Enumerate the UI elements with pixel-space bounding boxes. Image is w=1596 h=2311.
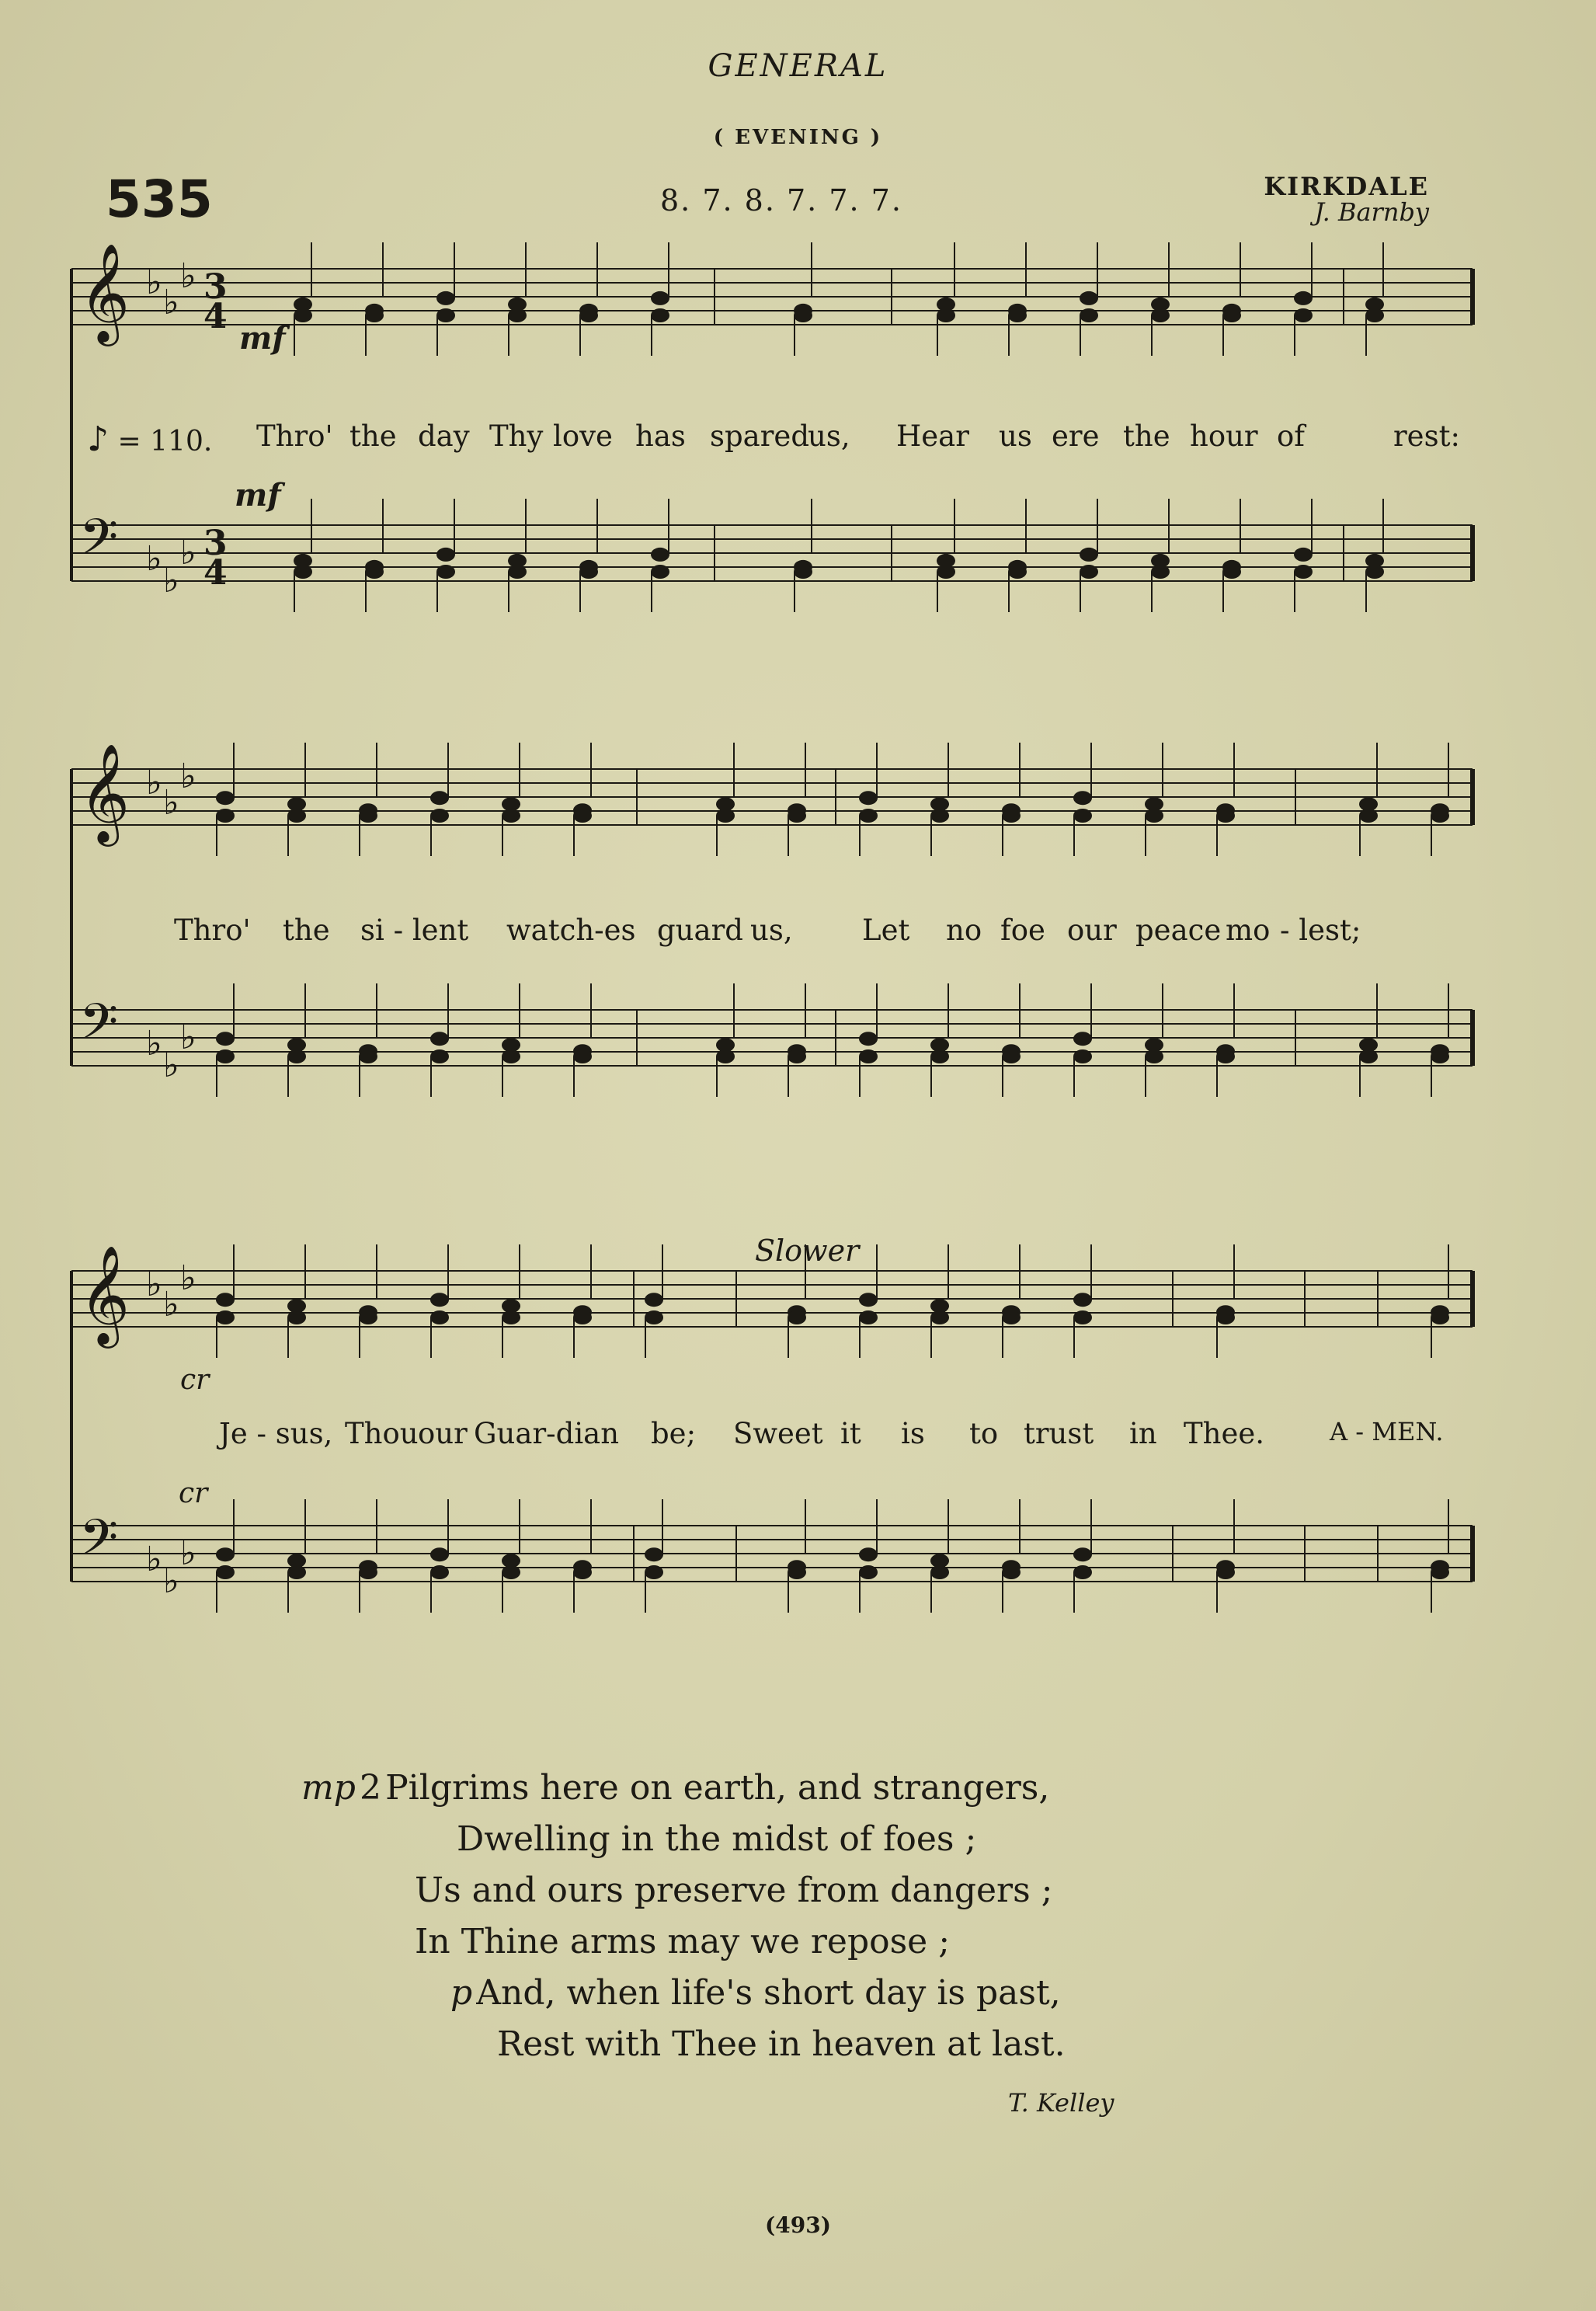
note-head xyxy=(508,308,527,322)
note-head xyxy=(294,308,312,322)
note-head xyxy=(859,1310,878,1324)
lyric-word: peace xyxy=(1135,914,1222,947)
note-head xyxy=(216,1565,235,1579)
note-head xyxy=(287,1049,306,1063)
note-head xyxy=(1073,809,1092,823)
note-head xyxy=(359,809,377,823)
lyric-word: it xyxy=(840,1417,861,1450)
lyric-word: rest: xyxy=(1393,419,1460,453)
note-head xyxy=(430,1565,449,1579)
note-head xyxy=(365,565,384,579)
note-head xyxy=(216,1310,235,1324)
lyric-word: day xyxy=(418,419,470,453)
note-head xyxy=(859,1049,878,1063)
lyric-word: Thro' xyxy=(174,914,251,947)
lyric-word: hour xyxy=(1190,419,1258,453)
flat-sign-icon: ♭ xyxy=(180,533,196,573)
note-head xyxy=(930,809,949,823)
verse-2-line-1 xyxy=(301,1768,1049,1808)
note-head xyxy=(502,1565,520,1579)
note-head xyxy=(430,1049,449,1063)
note-head xyxy=(430,1310,449,1324)
note-head xyxy=(788,1565,806,1579)
note-head xyxy=(436,308,455,322)
lyric-word: be; xyxy=(651,1417,697,1450)
note-head xyxy=(1145,1049,1163,1063)
note-head xyxy=(359,1310,377,1324)
lyric-word: us, xyxy=(750,914,793,947)
note-head xyxy=(436,565,455,579)
note-head xyxy=(794,565,812,579)
note-head xyxy=(294,565,312,579)
lyric-word: us xyxy=(999,419,1032,453)
lyric-word: the xyxy=(283,914,330,947)
note-head xyxy=(1431,809,1449,823)
lyric-word: Let xyxy=(862,914,910,947)
note-head xyxy=(1073,1565,1092,1579)
note-head xyxy=(645,1565,663,1579)
note-head xyxy=(430,791,449,805)
note-head xyxy=(1002,809,1021,823)
note-head xyxy=(788,1310,806,1324)
flat-sign-icon: ♭ xyxy=(180,1533,196,1573)
flat-sign-icon: ♭ xyxy=(146,763,162,802)
note-head xyxy=(1431,1565,1449,1579)
lyric-word: the xyxy=(349,419,397,453)
note-head xyxy=(651,308,669,322)
note-head xyxy=(502,809,520,823)
note-head xyxy=(1145,809,1163,823)
flat-sign-icon: ♭ xyxy=(163,1046,179,1085)
note-head xyxy=(436,548,455,562)
note-head xyxy=(430,1547,449,1561)
note-head xyxy=(502,1310,520,1324)
verse-text: Pilgrims here on earth, and strangers, xyxy=(385,1768,1050,1808)
lyric-word: us, xyxy=(808,419,850,453)
note-head xyxy=(1073,1293,1092,1307)
note-head xyxy=(216,791,235,805)
note-head xyxy=(1216,1565,1235,1579)
note-head xyxy=(859,809,878,823)
note-head xyxy=(430,809,449,823)
note-head xyxy=(1359,1049,1378,1063)
note-head xyxy=(1073,1547,1092,1561)
lyric-word: of xyxy=(1277,419,1305,453)
note-head xyxy=(788,1049,806,1063)
flat-sign-icon: ♭ xyxy=(146,1024,162,1063)
note-head xyxy=(1080,565,1098,579)
page-number: (493) xyxy=(765,2212,831,2238)
dynamic-mp: mp xyxy=(301,1768,356,1808)
lyric-word: guard xyxy=(657,914,743,947)
note-head xyxy=(930,1565,949,1579)
lyric-word: love xyxy=(553,419,613,453)
note-head xyxy=(651,548,669,562)
note-head xyxy=(1216,1310,1235,1324)
note-head xyxy=(859,1293,878,1307)
note-head xyxy=(937,565,955,579)
note-head xyxy=(1359,809,1378,823)
lyric-word: - lest; xyxy=(1280,914,1361,947)
lyric-word: Hear xyxy=(896,419,969,453)
note-head xyxy=(859,1032,878,1046)
note-head xyxy=(1431,1310,1449,1324)
hymn-number: 535 xyxy=(106,169,213,229)
occasion-label: ( EVENING ) xyxy=(713,126,883,149)
verse-2-line-3: Us and ours preserve from dangers ; xyxy=(415,1871,1053,1910)
verse-2-line-5 xyxy=(450,1973,1061,2013)
tempo-change-slower: Slower xyxy=(755,1234,860,1268)
composer: J. Barnby xyxy=(1314,197,1429,227)
flat-sign-icon: ♭ xyxy=(180,1018,196,1057)
note-head xyxy=(1222,565,1241,579)
lyric-word: mo xyxy=(1226,914,1271,947)
note-head xyxy=(287,1565,306,1579)
note-head xyxy=(930,1049,949,1063)
note-head xyxy=(1294,565,1313,579)
dynamic-mf-treble-1: mf xyxy=(239,320,286,357)
time-signature-top: 3 xyxy=(203,267,228,307)
note-head xyxy=(1151,565,1170,579)
note-head xyxy=(1080,308,1098,322)
lyric-word: has xyxy=(635,419,686,453)
note-head xyxy=(1080,291,1098,305)
note-head xyxy=(651,565,669,579)
lyric-word: Sweet xyxy=(733,1417,823,1450)
note-head xyxy=(1073,791,1092,805)
section-title: GENERAL xyxy=(708,48,888,84)
dynamic-mf-bass-1: mf xyxy=(235,477,281,513)
flat-sign-icon: ♭ xyxy=(163,561,179,600)
note-head xyxy=(1080,548,1098,562)
note-head xyxy=(287,809,306,823)
note-head xyxy=(430,1293,449,1307)
note-head xyxy=(1073,1310,1092,1324)
note-head xyxy=(359,1049,377,1063)
note-head xyxy=(716,809,735,823)
lyric-word: Thou xyxy=(345,1417,419,1450)
lyric-word: Thee. xyxy=(1184,1417,1265,1450)
note-head xyxy=(645,1547,663,1561)
time-signature-top: 3 xyxy=(203,524,228,563)
note-head xyxy=(930,1310,949,1324)
treble-clef-icon: 𝄞 xyxy=(79,1244,130,1344)
verse-2-line-4: In Thine arms may we repose ; xyxy=(415,1922,951,1961)
note-head xyxy=(1002,1310,1021,1324)
flat-sign-icon: ♭ xyxy=(163,1561,179,1601)
note-head xyxy=(216,1547,235,1561)
lyric-word: spared xyxy=(710,419,810,453)
note-head xyxy=(1216,1049,1235,1063)
note-head xyxy=(1151,308,1170,322)
note-head xyxy=(716,1049,735,1063)
flat-sign-icon: ♭ xyxy=(146,539,162,579)
note-head xyxy=(645,1293,663,1307)
note-head xyxy=(651,291,669,305)
flat-sign-icon: ♭ xyxy=(163,283,179,322)
lyric-word: foe xyxy=(1000,914,1045,947)
time-signature-bottom: 4 xyxy=(203,297,228,336)
note-head xyxy=(1294,308,1313,322)
flat-sign-icon: ♭ xyxy=(146,1265,162,1304)
flat-sign-icon: ♭ xyxy=(163,1285,179,1324)
treble-clef-icon: 𝄞 xyxy=(79,743,130,842)
note-head xyxy=(794,308,812,322)
verse-number: 2 xyxy=(359,1768,381,1808)
note-head xyxy=(1008,565,1027,579)
note-head xyxy=(859,1565,878,1579)
time-signature-bottom: 4 xyxy=(203,553,228,593)
lyric-word: our xyxy=(418,1417,468,1450)
verse-2-line-2: Dwelling in the midst of foes ; xyxy=(457,1819,977,1859)
meter: 8. 7. 8. 7. 7. 7. xyxy=(660,183,902,218)
flat-sign-icon: ♭ xyxy=(163,783,179,823)
lyric-word: ere xyxy=(1052,419,1100,453)
note-head xyxy=(1365,308,1384,322)
lyric-word: Thy xyxy=(489,419,544,453)
note-head xyxy=(216,1032,235,1046)
note-head xyxy=(573,1565,592,1579)
note-head xyxy=(573,809,592,823)
note-head xyxy=(1002,1565,1021,1579)
note-head xyxy=(216,1049,235,1063)
lyric-word: in xyxy=(1129,1417,1157,1450)
note-head xyxy=(859,791,878,805)
bass-clef-icon: 𝄢 xyxy=(79,1509,119,1579)
note-head xyxy=(573,1310,592,1324)
note-head xyxy=(1294,548,1313,562)
lyric-word: trust xyxy=(1024,1417,1094,1450)
note-head xyxy=(859,1547,878,1561)
note-head xyxy=(287,1310,306,1324)
note-head xyxy=(508,565,527,579)
note-head xyxy=(1216,809,1235,823)
verse-2-line-6: Rest with Thee in heaven at last. xyxy=(497,2024,1066,2064)
note-head xyxy=(216,1293,235,1307)
note-head xyxy=(216,809,235,823)
tune-name: KIRKDALE xyxy=(1264,172,1429,201)
lyric-word-amen: A - MEN. xyxy=(1330,1417,1444,1446)
note-head xyxy=(430,1032,449,1046)
note-head xyxy=(1002,1049,1021,1063)
lyric-word: the xyxy=(1123,419,1170,453)
lyric-word: si - lent xyxy=(360,914,469,947)
lyric-word: Guar-dian xyxy=(474,1417,620,1450)
note-head xyxy=(573,1049,592,1063)
note-head xyxy=(1073,1032,1092,1046)
verse-text: And, when life's short day is past, xyxy=(476,1973,1061,2013)
lyric-word: no xyxy=(946,914,982,947)
lyric-word: our xyxy=(1067,914,1117,947)
lyric-word: to xyxy=(969,1417,999,1450)
note-head xyxy=(502,1049,520,1063)
note-head xyxy=(645,1310,663,1324)
note-head xyxy=(359,1565,377,1579)
note-head xyxy=(436,291,455,305)
note-head xyxy=(937,308,955,322)
quaver-note-icon: ♪ xyxy=(87,419,110,459)
note-head xyxy=(1222,308,1241,322)
note-head xyxy=(1365,565,1384,579)
flat-sign-icon: ♭ xyxy=(146,263,162,302)
note-head xyxy=(579,308,598,322)
note-head xyxy=(1431,1049,1449,1063)
flat-sign-icon: ♭ xyxy=(180,256,196,296)
lyric-word: Thro' xyxy=(256,419,333,453)
bass-clef-icon: 𝄢 xyxy=(79,994,119,1063)
dynamic-p: p xyxy=(450,1973,473,2013)
flat-sign-icon: ♭ xyxy=(180,757,196,796)
lyric-word: watch-es xyxy=(506,914,636,947)
dynamic-cr-bass-3: cr xyxy=(179,1477,208,1509)
note-head xyxy=(365,308,384,322)
dynamic-cr-treble-3: cr xyxy=(180,1364,210,1396)
note-head xyxy=(1073,1049,1092,1063)
bass-clef-icon: 𝄢 xyxy=(79,509,119,579)
tempo-value: = 110. xyxy=(117,426,213,458)
note-head xyxy=(788,809,806,823)
note-head xyxy=(1008,308,1027,322)
note-head xyxy=(1294,291,1313,305)
text-author: T. Kelley xyxy=(1008,2088,1114,2118)
treble-clef-icon: 𝄞 xyxy=(79,242,130,342)
flat-sign-icon: ♭ xyxy=(146,1540,162,1579)
lyric-word: is xyxy=(901,1417,925,1450)
lyric-word: Je - sus, xyxy=(219,1417,333,1450)
flat-sign-icon: ♭ xyxy=(180,1258,196,1298)
tempo-marking xyxy=(87,419,212,459)
note-head xyxy=(579,565,598,579)
